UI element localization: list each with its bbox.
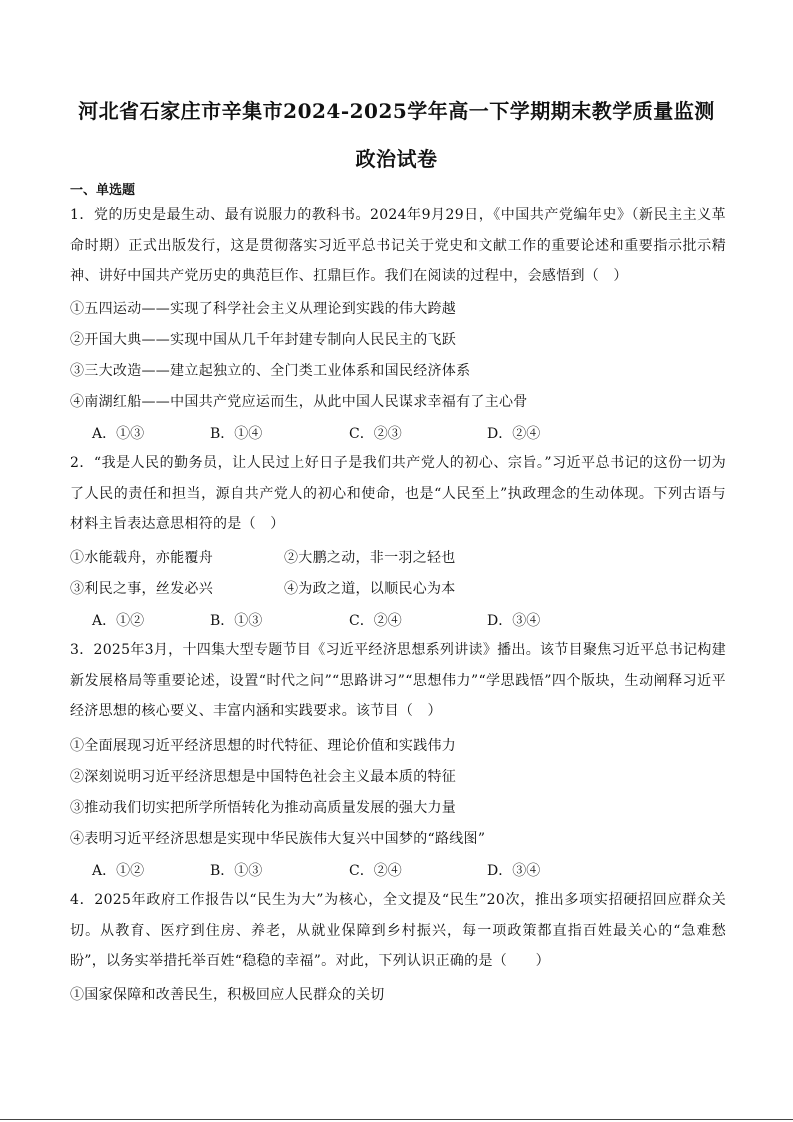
option-c[interactable]: C．②③ (349, 426, 402, 442)
option-a[interactable]: A．①② (92, 613, 145, 629)
question-1-item-1: ①五四运动——实现了科学社会主义从理论到实践的伟大跨越 (70, 301, 457, 317)
option-b[interactable]: B．①④ (210, 426, 263, 442)
question-2-item-1: ①水能载舟，亦能覆舟 (70, 550, 213, 566)
question-2-item-3: ③利民之事，丝发必兴 (70, 581, 213, 597)
option-d[interactable]: D．②④ (487, 426, 541, 442)
question-2-item-2: ②大鹏之动，非一羽之轻也 (284, 550, 456, 566)
question-1-item-4: ④南湖红船——中国共产党应运而生，从此中国人民谋求幸福有了主心骨 (70, 394, 528, 410)
question-1-item-3: ③三大改造——建立起独立的、全门类工业体系和国民经济体系 (70, 363, 471, 379)
option-b[interactable]: B．①③ (210, 613, 263, 629)
question-1-item-2: ②开国大典——实现中国从几千年封建专制向人民民主的飞跃 (70, 332, 457, 348)
page-bottom-border (0, 1119, 793, 1120)
option-a[interactable]: A．①③ (92, 426, 145, 442)
option-d[interactable]: D．③④ (487, 613, 541, 629)
option-a[interactable]: A．①② (92, 863, 145, 879)
exam-subtitle: 政治试卷 (355, 147, 438, 171)
question-2-stem: 2．“我是人民的勤务员，让人民过上好日子是我们共产党人的初心、宗旨。”习近平总书记的这份一切为了人民的责任和担当，源自共产党人的初心和使命，也是“人民至上”执政理念的生动体现。下列古语与材料主旨表达意思相符的是（ ） (70, 455, 726, 532)
question-3-item-2: ②深刻说明习近平经济思想是中国特色社会主义最本质的特征 (70, 769, 457, 785)
question-1-stem: 1．党的历史是最生动、最有说服力的教科书。2024年9月29日，《中国共产党编年史》（新民主主义革命时期）正式出版发行，这是贯彻落实习近平总书记关于党史和文献工作的重要论述和重要指示批示精神、讲好中国共产党历史的典范巨作、扛鼎巨作。我们在阅读的过程中，会感悟到（ ） (70, 207, 726, 284)
question-3-item-4: ④表明习近平经济思想是实现中华民族伟大复兴中国梦的“路线图” (70, 831, 486, 847)
option-c[interactable]: C．②④ (349, 613, 402, 629)
exam-title: 河北省石家庄市辛集市2024-2025学年高一下学期期末教学质量监测 (78, 99, 715, 123)
question-2-item-4: ④为政之道，以顺民心为本 (284, 581, 456, 597)
question-3-stem: 3．2025年3月，十四集大型专题节目《习近平经济思想系列讲读》播出。该节目聚焦习近平总书记构建新发展格局等重要论述，设置“时代之问”“思路讲习”“思想伟力”“学思践悟”四个版块，生动阐释习近平经济思想的核心要义、丰富内涵和实践要求。该节目（ ） (70, 642, 726, 719)
question-4-item-1: ①国家保障和改善民生，积极回应人民群众的关切 (70, 987, 385, 1003)
question-3-item-3: ③推动我们切实把所学所悟转化为推动高质量发展的强大力量 (70, 800, 457, 816)
question-3-item-1: ①全面展现习近平经济思想的时代特征、理论价值和实践伟力 (70, 738, 457, 754)
option-d[interactable]: D．③④ (487, 863, 541, 879)
question-4-stem: 4．2025年政府工作报告以“民生为大”为核心，全文提及“民生”20次，推出多项实招硬招回应群众关切。从教育、医疗到住房、养老，从就业保障到乡村振兴，每一项政策都直指百姓最关心的“急难愁盼”，以务实举措托举百姓“稳稳的幸福”。对此，下列认识正确的是（ ） (70, 892, 726, 969)
option-c[interactable]: C．②④ (349, 863, 402, 879)
section-heading: 一、单选题 (70, 183, 136, 198)
option-b[interactable]: B．①③ (210, 863, 263, 879)
